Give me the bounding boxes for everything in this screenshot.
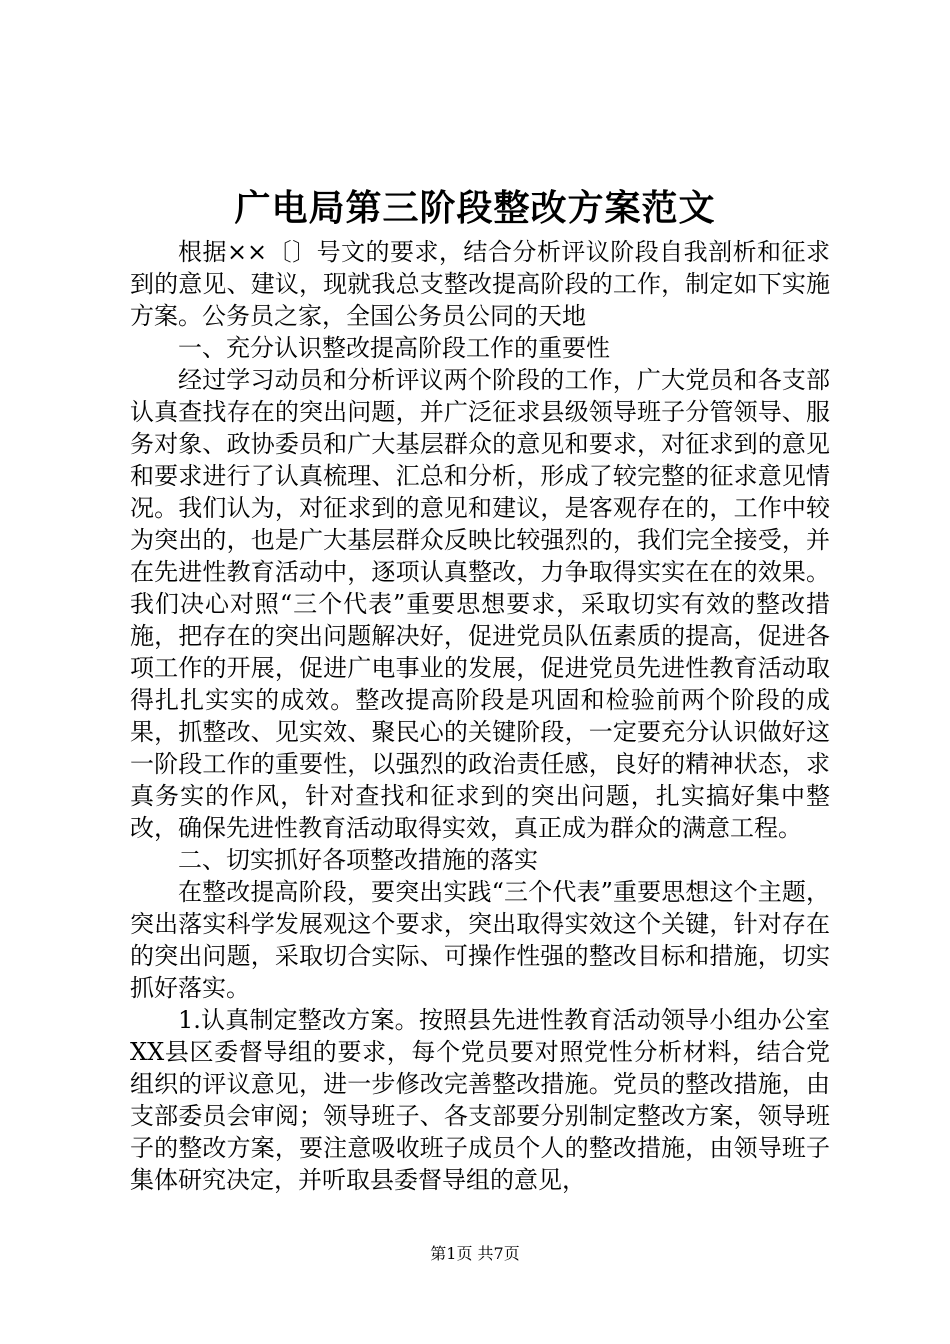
paragraph-section-2: 在整改提高阶段，要突出实践“三个代表”重要思想这个主题，突出落实科学发展观这个要求，突出取得实效这个关键，针对存在的突出问题，采取切合实际、可操作性强的整改目标和措施，切实抓好落实。 xyxy=(130,878,830,1002)
paragraph-intro: 根据××〔〕号文的要求，结合分析评议阶段自我剖析和征求到的意见、建议，现就我总支整改提高阶段的工作，制定如下实施方案。公务员之家，全国公务员公同的天地 xyxy=(130,238,830,330)
section-heading-1: 一、充分认识整改提高阶段工作的重要性 xyxy=(178,334,610,362)
page-number: 第1页 共7页 xyxy=(430,1244,520,1263)
section-heading-2: 二、切实抓好各项整改措施的落实 xyxy=(178,846,538,874)
paragraph-item-1: 1.认真制定整改方案。按照县先进性教育活动领导小组办公室XX县区委督导组的要求，每个党员要对照党性分析材料，结合党组织的评议意见，进一步修改完善整改措施。党员的整改措施，由支部委员会审阅；领导班子、各支部要分别制定整改方案，领导班子的整改方案，要注意吸收班子成员个人的整改措施，由领导班子集体研究决定，并听取县委督导组的意见， xyxy=(130,1006,830,1194)
paragraph-section-1: 经过学习动员和分析评议两个阶段的工作，广大党员和各支部认真查找存在的突出问题，并广泛征求县级领导班子分管领导、服务对象、政协委员和广大基层群众的意见和要求，对征求到的意见和要求进行了认真梳理、汇总和分析，形成了较完整的征求意见情况。我们认为，对征求到的意见和建议，是客观存在的，工作中较为突出的，也是广大基层群众反映比较强烈的，我们完全接受，并在先进性教育活动中，逐项认真整改，力争取得实实在在的效果。我们决心对照“三个代表”重要思想要求，采取切实有效的整改措施，把存在的突出问题解决好，促进党员队伍素质的提高，促进各项工作的开展，促进广电事业的发展，促进党员先进性教育活动取得扎扎实实的成效。整改提高阶段是巩固和检验前两个阶段的成果，抓整改、见实效、聚民心的关键阶段，一定要充分认识做好这一阶段工作的重要性，以强烈的政治责任感，良好的精神状态，求真务实的作风，针对查找和征求到的突出问题，扎实搞好集中整改，确保先进性教育活动取得实效，真正成为群众的满意工程。 xyxy=(130,366,830,842)
document-title: 广电局第三阶段整改方案范文 xyxy=(234,187,716,229)
document-body xyxy=(130,236,830,1196)
